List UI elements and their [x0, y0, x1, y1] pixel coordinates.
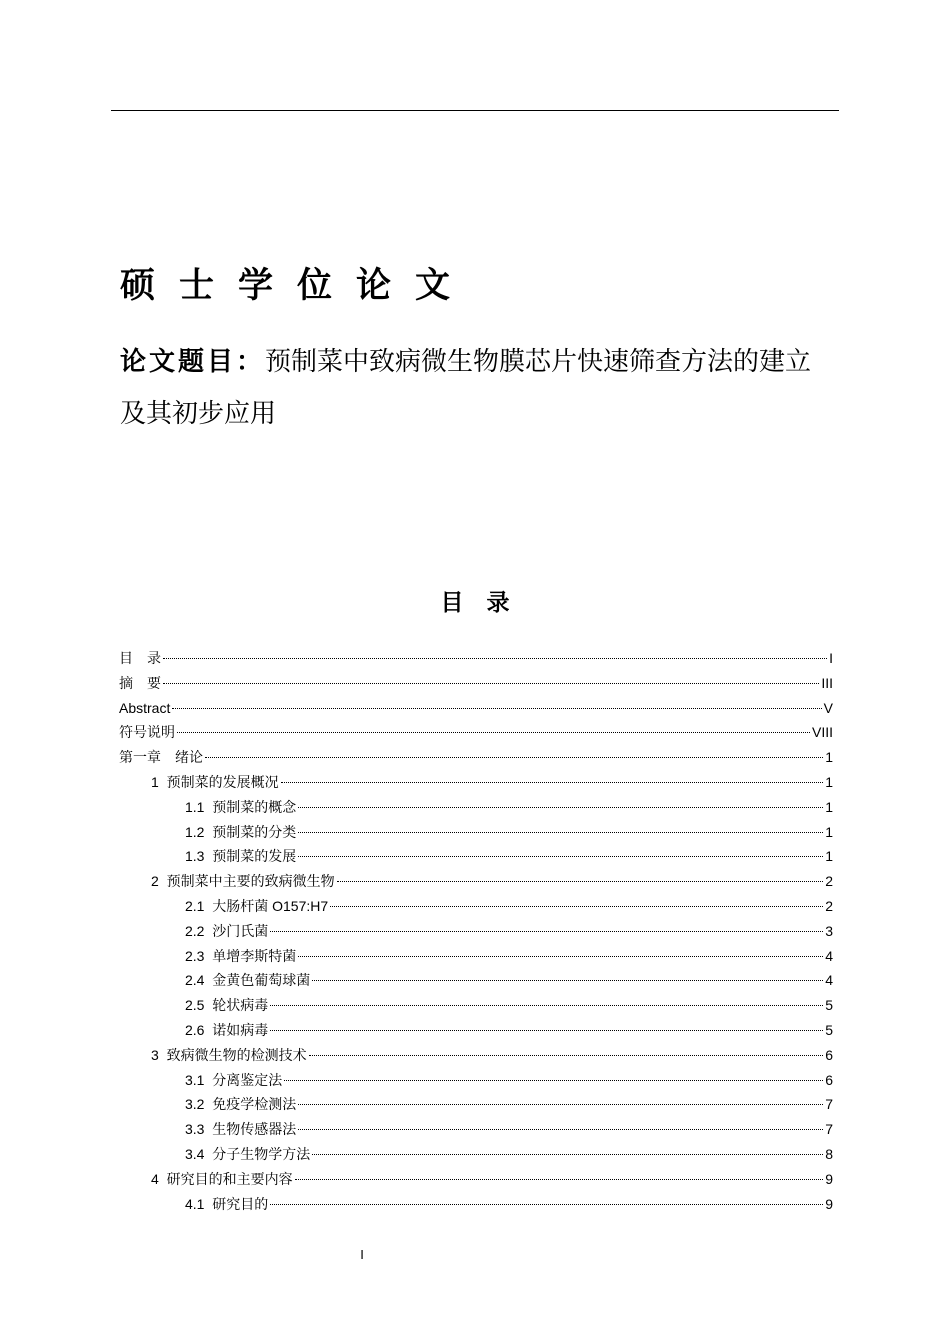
toc-entry-title: 摘 要	[119, 674, 161, 691]
toc-entry[interactable]	[119, 844, 833, 869]
toc-dot-leader	[163, 683, 819, 684]
toc-entry[interactable]	[119, 795, 833, 820]
toc-dot-leader	[330, 906, 823, 907]
toc-dot-leader	[295, 1179, 824, 1180]
toc-dot-leader	[298, 856, 823, 857]
toc-entry[interactable]	[119, 671, 833, 696]
toc-dot-leader	[337, 881, 824, 882]
toc-dot-leader	[298, 807, 823, 808]
toc-dot-leader	[309, 1055, 824, 1056]
toc-dot-leader	[270, 931, 823, 932]
toc-dot-leader	[163, 658, 827, 659]
toc-entry-title: 3.3 生物传感器法	[185, 1121, 297, 1138]
toc-entry-page: I	[829, 650, 833, 666]
toc-entry-page: III	[821, 674, 833, 691]
toc-entry-title: 目 录	[119, 650, 161, 666]
toc-entry-page: 5	[825, 1021, 833, 1038]
toc-entry[interactable]	[119, 1092, 833, 1117]
toc-dot-leader	[284, 1080, 823, 1081]
toc-entry-page: 7	[825, 1096, 833, 1113]
toc-entry-page: 4	[825, 972, 833, 989]
toc-entry[interactable]	[119, 820, 833, 845]
toc-entry[interactable]	[119, 1068, 833, 1093]
thesis-title-text: 预制菜中致病微生物膜芯片快速筛查方法的建立及其初步应用	[120, 347, 812, 429]
toc-entry-page: 1	[825, 798, 833, 815]
toc-entry-title: 2.4 金黄色葡萄球菌	[185, 972, 311, 989]
toc-entry-title: 3.1 分离鉴定法	[185, 1071, 283, 1088]
toc-entry[interactable]	[119, 646, 833, 671]
toc-entry-title: 符号说明	[119, 724, 175, 741]
toc-entry-title: 2.3 单增李斯特菌	[185, 947, 297, 964]
toc-dot-leader	[270, 1204, 823, 1205]
toc-entry-page: 5	[825, 997, 833, 1014]
toc-entry[interactable]	[119, 720, 833, 745]
thesis-title-label: 论文题目：	[120, 347, 266, 377]
toc-entry[interactable]	[119, 993, 833, 1018]
toc-entry-title: 2.1 大肠杆菌 O157:H7	[185, 897, 329, 914]
toc-entry-page: 6	[825, 1071, 833, 1088]
toc-entry[interactable]	[119, 696, 833, 721]
toc-entry-page: 9	[825, 1170, 833, 1187]
toc-entry[interactable]	[119, 968, 833, 993]
toc-entry-title: 2 预制菜中主要的致病微生物	[151, 873, 335, 890]
toc-entry-page: 1	[825, 823, 833, 840]
toc-entry-page: 3	[825, 922, 833, 939]
toc-entry-page: 1	[825, 848, 833, 865]
toc-entry-title: 1.2 预制菜的分类	[185, 823, 297, 840]
toc-entry-title: 4.1 研究目的	[185, 1195, 269, 1212]
page-number: I	[360, 1247, 364, 1262]
toc-dot-leader	[298, 956, 823, 957]
toc-entry-page: V	[823, 699, 833, 716]
toc-entry-page: 2	[825, 873, 833, 890]
degree-title: 硕士学位论文	[120, 266, 475, 306]
toc-entry-title: 3 致病微生物的检测技术	[151, 1046, 307, 1063]
toc-entry[interactable]	[119, 1142, 833, 1167]
toc-dot-leader	[177, 732, 810, 733]
toc-dot-leader	[312, 1154, 823, 1155]
toc-entry[interactable]	[119, 1018, 833, 1043]
toc-dot-leader	[298, 1129, 823, 1130]
toc-dot-leader	[270, 1005, 823, 1006]
header-rule	[111, 110, 839, 111]
toc-entry-title: 3.4 分子生物学方法	[185, 1145, 311, 1162]
toc-entry[interactable]	[119, 894, 833, 919]
toc-entry[interactable]	[119, 1167, 833, 1192]
toc-entry-page: 9	[825, 1195, 833, 1212]
toc-entry[interactable]	[119, 1043, 833, 1068]
toc-entry-page: 1	[825, 773, 833, 790]
toc-entry[interactable]	[119, 770, 833, 795]
toc-entry-page: VIII	[811, 724, 833, 741]
toc-entry-title: 第一章 绪论	[119, 749, 203, 766]
toc-entry-page: 7	[825, 1121, 833, 1138]
toc-entry[interactable]	[119, 944, 833, 969]
toc-entry-title: 1 预制菜的发展概况	[151, 773, 279, 790]
toc-dot-leader	[312, 980, 823, 981]
toc-entry-title: 3.2 免疫学检测法	[185, 1096, 297, 1113]
toc-dot-leader	[281, 782, 824, 783]
toc-entry-title: 2.2 沙门氏菌	[185, 922, 269, 939]
toc-entry[interactable]	[119, 1192, 833, 1217]
toc-entry-title: 4 研究目的和主要内容	[151, 1170, 293, 1187]
toc-entry-title: 1.1 预制菜的概念	[185, 798, 297, 815]
toc-entry-title: Abstract	[119, 699, 171, 716]
toc-entry[interactable]	[119, 1117, 833, 1142]
toc-entry-title: 2.5 轮状病毒	[185, 997, 269, 1014]
toc-entry-title: 1.3 预制菜的发展	[185, 848, 297, 865]
toc-entry-page: 2	[825, 897, 833, 914]
toc-entry-page: 6	[825, 1046, 833, 1063]
thesis-title	[120, 336, 835, 440]
table-of-contents	[119, 646, 833, 1216]
toc-entry[interactable]	[119, 745, 833, 770]
toc-dot-leader	[270, 1030, 823, 1031]
toc-entry-page: 1	[825, 749, 833, 766]
toc-entry-page: 8	[825, 1145, 833, 1162]
toc-entry[interactable]	[119, 919, 833, 944]
toc-dot-leader	[298, 1104, 823, 1105]
toc-dot-leader	[205, 757, 823, 758]
toc-entry-page: 4	[825, 947, 833, 964]
toc-entry-title: 2.6 诺如病毒	[185, 1021, 269, 1038]
toc-dot-leader	[298, 832, 823, 833]
toc-heading: 目 录	[440, 590, 510, 616]
toc-entry[interactable]	[119, 869, 833, 894]
toc-dot-leader	[172, 708, 821, 709]
